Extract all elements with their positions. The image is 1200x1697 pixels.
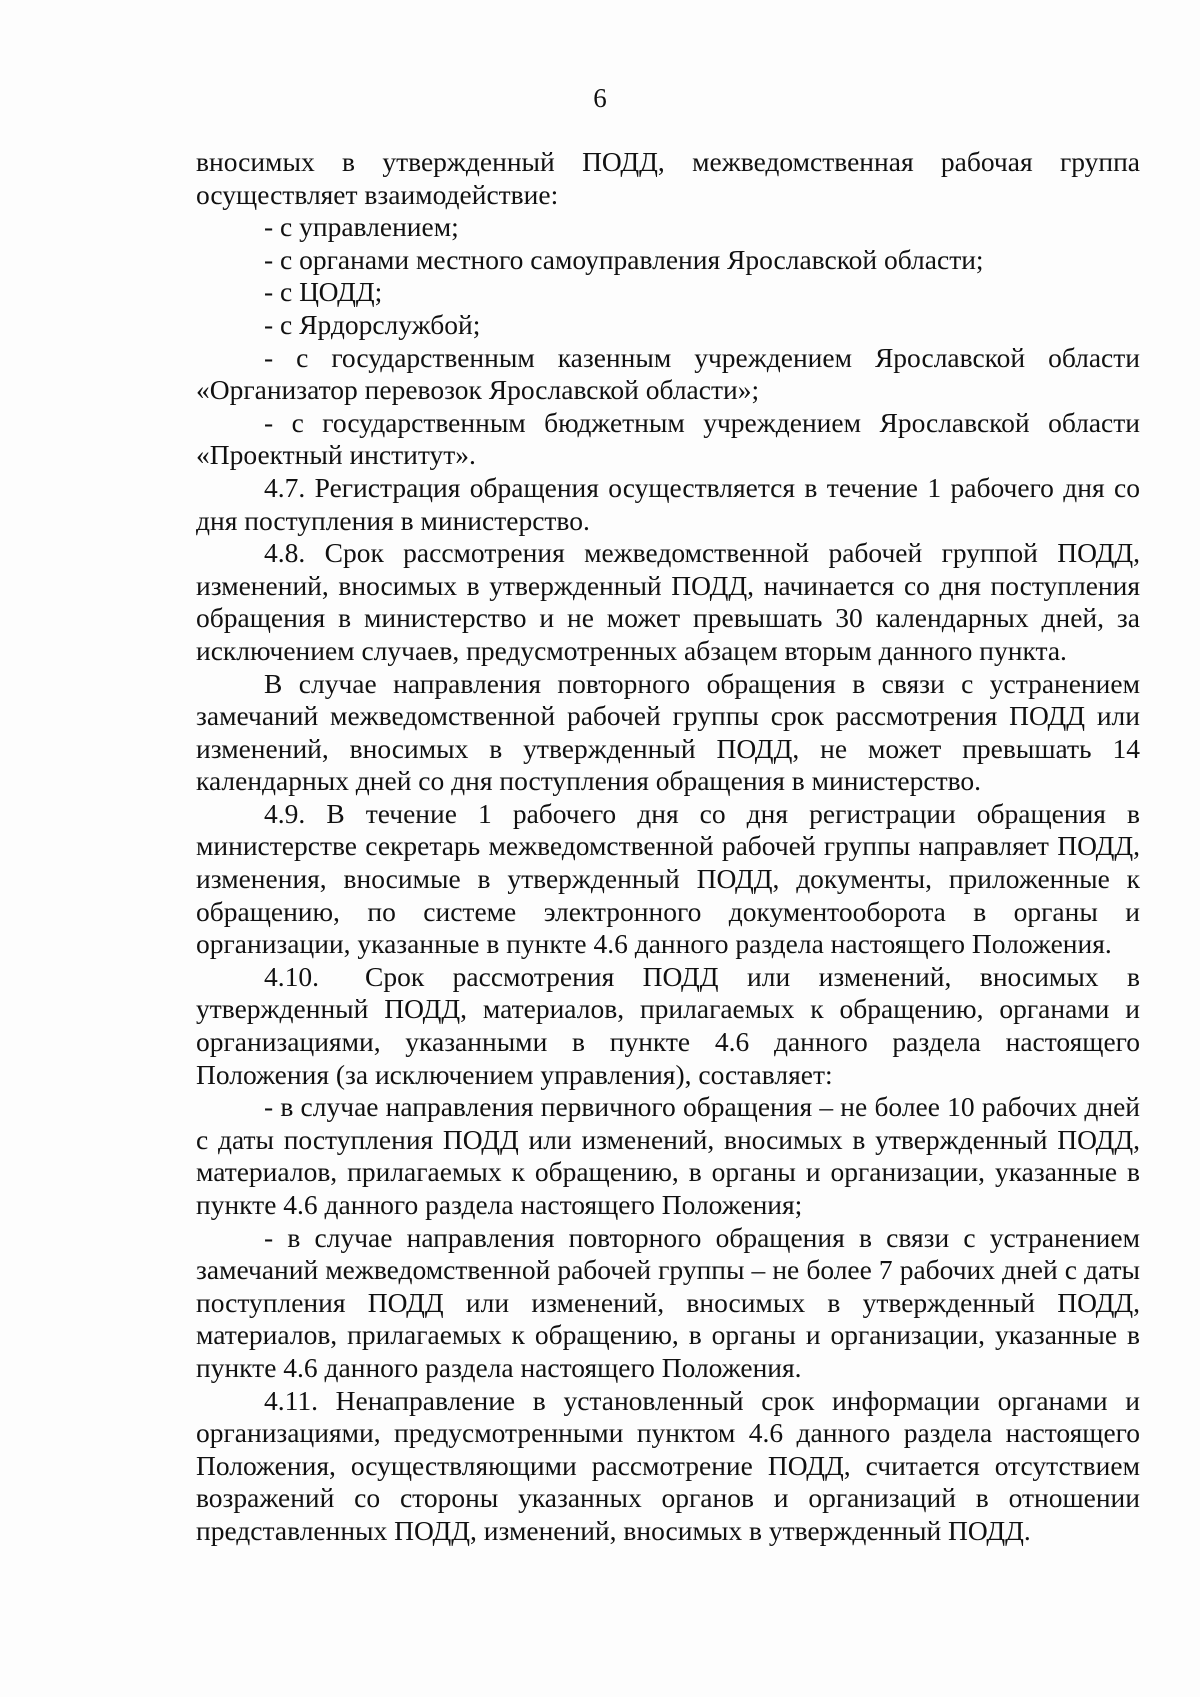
- paragraph-4-10: [196, 961, 1140, 1091]
- list-item: - в случае направления повторного обращения в связи с устранением замечаний межведомственной рабочей группы – не более 7 рабочих дней с даты поступления ПОДД или изменений, вносимых в утвержденный ПОДД, материалов, прилагаемых к обращению, в органы и организации, указанные в пункте 4.6 данного раздела настоящего Положения.: [196, 1221, 1140, 1383]
- list-item: - с управлением;: [264, 211, 459, 243]
- paragraph: В случае направления повторного обращения в связи с устранением замечаний межведомственной рабочей группы срок рассмотрения ПОДД или изменений, вносимых в утвержденный ПОДД, не может превышать 14 календарных дней со дня поступления обращения в министерство.: [196, 667, 1140, 797]
- list-item: - с государственным казенным учреждением Ярославской области «Организатор перевозок Ярославской области»;: [196, 341, 1140, 406]
- clause-text: Срок рассмотрения ПОДД или изменений, вносимых в утвержденный ПОДД, материалов, прилагаемых к обращению, органами и организациями, указанными в пункте 4.6 данного раздела настоящего Положения (за исключением управления), составляет:: [196, 960, 1140, 1090]
- paragraph-4-8: 4.8. Срок рассмотрения межведомственной рабочей группой ПОДД, изменений, вносимых в утвержденный ПОДД, начинается со дня поступления обращения в министерство и не может превышать 30 календарных дней, за исключением случаев, предусмотренных абзацем вторым данного пункта.: [196, 537, 1140, 666]
- list-item: - с Ярдорслужбой;: [264, 308, 481, 340]
- list-item: - с органами местного самоуправления Ярославской области;: [264, 243, 984, 275]
- paragraph: вносимых в утвержденный ПОДД, межведомственная рабочая группа осуществляет взаимодействие:: [196, 146, 1140, 210]
- list-item: - в случае направления первичного обращения – не более 10 рабочих дней с даты поступления ПОДД или изменений, вносимых в утвержденный ПОДД, материалов, прилагаемых к обращению, в органы и организации, указанные в пункте 4.6 данного раздела настоящего Положения;: [196, 1091, 1140, 1220]
- page-number: 6: [593, 83, 607, 113]
- paragraph-4-7: 4.7. Регистрация обращения осуществляется в течение 1 рабочего дня со дня поступления в министерство.: [196, 471, 1140, 536]
- paragraph-4-9: 4.9. В течение 1 рабочего дня со дня регистрации обращения в министерстве секретарь межведомственной рабочей группы направляет ПОДД, изменения, вносимые в утвержденный ПОДД, документы, приложенные к обращению, по системе электронного документооборота в органы и организации, указанные в пункте 4.6 данного раздела настоящего Положения.: [196, 797, 1140, 960]
- list-item: - с государственным бюджетным учреждением Ярославской области «Проектный институт».: [196, 406, 1140, 471]
- clause-number: 4.10.: [264, 960, 319, 992]
- paragraph-4-11: 4.11. Ненаправление в установленный срок информации органами и организациями, предусмотренными пунктом 4.6 данного раздела настоящего Положения, осуществляющими рассмотрение ПОДД, считается отсутствием возражений со стороны указанных органов и организаций в отношении представленных ПОДД, изменений, вносимых в утвержденный ПОДД.: [196, 1384, 1140, 1546]
- list-item: - с ЦОДД;: [264, 276, 383, 308]
- document-body: [196, 146, 1140, 1548]
